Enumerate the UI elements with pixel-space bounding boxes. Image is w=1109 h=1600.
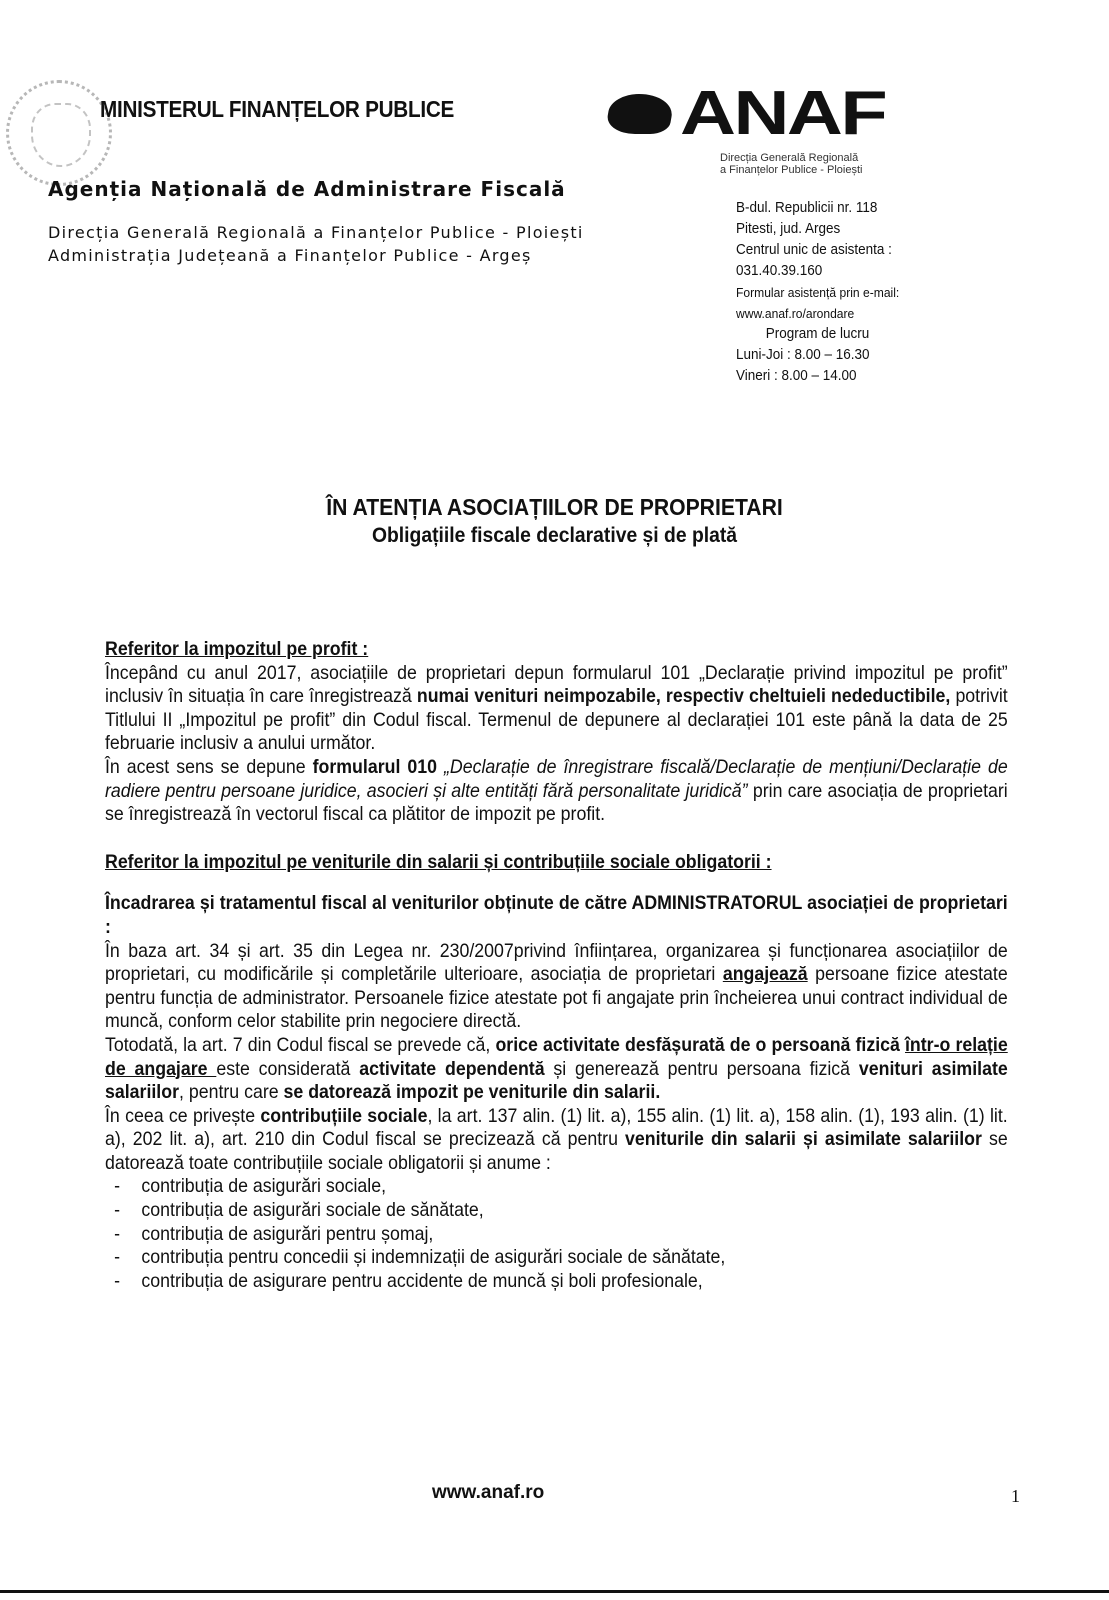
text: În baza art. 34 și art. 35 din Legea nr. 230/2007privind înființarea, organizarea și funcționarea asociațiilor de proprietari, cu modificările și completările ulterioare, asociația de proprietari xyxy=(105,939,1008,986)
logo-subtitle xyxy=(720,152,930,176)
phone-number: 031.40.39.160 xyxy=(736,263,823,279)
schedule-label: Program de lucru xyxy=(765,326,870,342)
paragraph xyxy=(105,1105,1008,1176)
text: persoane fizice atestate pentru funcția de administrator. Persoanele fizice atestate pot fi angajate prin încheierea unui contract individual de muncă, conform celor stabilite prin negociere directă. xyxy=(105,963,1008,1033)
regional-direction: Direcția Generală Regională a Finanțelor Publice - Ploiești xyxy=(48,223,584,242)
text: potrivit Titlului II „Impozitul pe profit” din Codul fiscal. Termenul de depunere al declarației 101 este până la data de 25 februarie inclusiv a anului următor. xyxy=(105,685,1008,755)
anaf-logo xyxy=(608,79,886,148)
text: este considerată xyxy=(216,1057,360,1080)
contributions-list xyxy=(105,1175,1008,1293)
text: se datorează toate contribuțiile sociale obligatorii și anume : xyxy=(105,1128,1008,1174)
page-bottom-edge xyxy=(0,1590,1109,1593)
section-heading-profit-tax: Referitor la impozitul pe profit : xyxy=(105,638,369,660)
schedule-fri: Vineri : 8.00 – 14.00 xyxy=(736,368,857,384)
text: și generează pentru persoana fizică xyxy=(544,1057,859,1080)
text: , pentru care xyxy=(178,1081,284,1104)
helpdesk-label: Centrul unic de asistenta : xyxy=(736,242,892,258)
list-item: - contribuția pentru concedii și indemnizații de asigurări sociale de sănătate, xyxy=(114,1246,1008,1270)
ministry-name: MINISTERUL FINANȚELOR PUBLICE xyxy=(100,96,455,122)
bold-text: orice activitate desfășurată de o persoană fizică xyxy=(495,1033,906,1056)
city: Pitesti, jud. Arges xyxy=(736,221,841,237)
subheading-administrator xyxy=(105,892,1008,939)
bold-underlined-text: într-o relație de angajare xyxy=(105,1033,1008,1080)
address: B-dul. Republicii nr. 118 xyxy=(736,200,878,216)
text: prin care asociația de proprietari se înregistrează în vectorul fiscal ca plătitor de impozit pe profit. xyxy=(105,779,1008,826)
romania-map-icon xyxy=(604,94,675,134)
text: Începând cu anul 2017, asociațiile de proprietari depun formularul 101 „Declarație privind impozitul pe profit” inclusiv în situația în care înregistrează xyxy=(105,661,1008,708)
bold-text: se datorează impozit pe veniturile din salarii. xyxy=(283,1081,661,1104)
text: În acest sens se depune xyxy=(105,755,313,778)
section-heading-salary-tax: Referitor la impozitul pe veniturile din salarii și contribuțiile sociale obligatorii : xyxy=(105,850,772,873)
bold-underlined-text: angajează xyxy=(722,963,808,986)
document-body xyxy=(105,638,1008,1293)
paragraph xyxy=(105,662,1008,756)
bold-text: Încadrarea și tratamentul fiscal al veniturilor obținute de către ADMINISTRATORUL asociației de proprietari : xyxy=(105,892,1008,938)
bold-text: numai venituri neimpozabile, respectiv cheltuieli nedeductibile, xyxy=(416,685,951,708)
coat-of-arms-seal-icon xyxy=(6,80,112,186)
italic-text: „Declarație de înregistrare fiscală/Declarație de mențiuni/Declarație de radiere pentru persoane juridice, asocieri și alte entități fără personalitate juridică” xyxy=(105,755,1008,802)
list-item: - contribuția de asigurare pentru accidente de muncă și boli profesionale, xyxy=(114,1270,1008,1294)
anaf-logo-word: ANAF xyxy=(680,79,886,148)
bold-text: venituri asimilate salariilor xyxy=(105,1057,1008,1104)
page-number: 1 xyxy=(1011,1486,1020,1506)
list-item: - contribuția de asigurări sociale, xyxy=(114,1175,1008,1199)
county-administration: Administrația Județeană a Finanțelor Publice - Argeș xyxy=(48,246,532,265)
footer-website-link[interactable]: www.anaf.ro xyxy=(432,1482,545,1503)
text: , la art. 137 alin. (1) lit. a), 155 alin. (1) lit. a), 158 alin. (1), 193 alin. (1) lit. a), 202 lit. a), art. 210 din Codul fiscal se precizează că pentru xyxy=(105,1104,1008,1151)
logo-subtitle-line: Direcția Generală Regională xyxy=(720,152,859,164)
agency-name: Agenția Națională de Administrare Fiscală xyxy=(48,177,566,201)
text: În ceea ce privește xyxy=(105,1104,261,1127)
email-form-label: Formular asistență prin e-mail: xyxy=(736,285,900,300)
list-item: - contribuția de asigurări pentru șomaj, xyxy=(114,1223,1008,1247)
paragraph xyxy=(105,940,1008,1034)
paragraph xyxy=(105,1034,1008,1105)
document-subtitle: Obligațiile fiscale declarative și de plată xyxy=(371,524,738,547)
paragraph xyxy=(105,756,1008,827)
bold-text: formularul 010 xyxy=(312,755,437,778)
text: Totodată, la art. 7 din Codul fiscal se prevede că, xyxy=(105,1033,496,1056)
logo-subtitle-line: a Finanțelor Publice - Ploiești xyxy=(720,164,863,176)
email-form-link[interactable]: www.anaf.ro/arondare xyxy=(736,306,855,321)
list-item: - contribuția de asigurări sociale de sănătate, xyxy=(114,1199,1008,1223)
bold-text: contribuțiile sociale xyxy=(260,1104,428,1127)
contact-block xyxy=(736,198,899,387)
bold-text: veniturile din salarii și asimilate salariilor xyxy=(625,1128,982,1151)
bold-text: activitate dependentă xyxy=(359,1057,545,1080)
schedule-mon-thu: Luni-Joi : 8.00 – 16.30 xyxy=(736,347,870,363)
document-title: ÎN ATENȚIA ASOCIAȚIILOR DE PROPRIETARI xyxy=(326,494,783,520)
